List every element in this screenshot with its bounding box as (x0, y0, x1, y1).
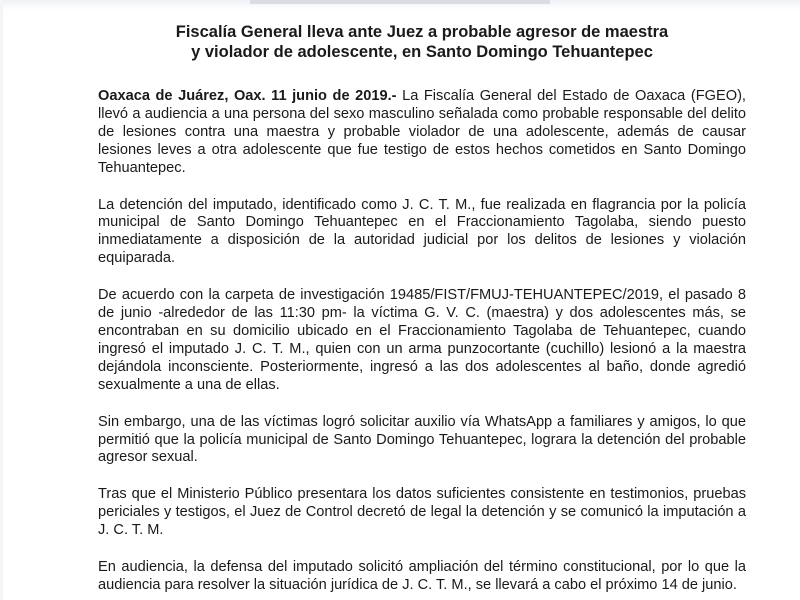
title-line-1: Fiscalía General lleva ante Juez a probable agresor de maestra (175, 23, 669, 41)
page-title (98, 22, 746, 62)
paragraph-1 (98, 88, 746, 178)
paragraph-2-text: La detención del imputado, identificado como J. C. T. M., fue realizada en flagrancia por la policía municipal de Santo Domingo Tehuantepec en el Fraccionamiento Tagolaba, siendo puesto inmediatamente a disposición de la autoridad judicial por los delitos de lesiones y violación equiparada. (98, 196, 746, 267)
paragraph-3-text: De acuerdo con la carpeta de investigación 19485/FIST/FMUJ-TEHUANTEPEC/2019, el pasado 8 de junio -alrededor de las 11:30 pm- la víctima G. V. C. (maestra) y dos adolescentes más, se encontraban en su domicilio ubicado en el Fraccionamiento Tagolaba de Tehuantepec, cuando ingresó el imputado J. C. T. M., quien con un arma punzocortante (cuchillo) lesionó a la maestra dejándola inconsciente. Posteriormente, ingresó a las dos adolescentes al baño, donde agredió sexualmente a una de ellas. (98, 287, 746, 393)
paragraph-1-text: La Fiscalía General del Estado de Oaxaca (FGEO), llevó a audiencia a una persona del sexo masculino señalada como probable responsable del delito de lesiones contra una maestra y probable violador de una adolescente, además de causar lesiones leves a otra adolescente que fue testigo de estos hechos cometidos en Santo Domingo Tehuantepec. (98, 88, 746, 176)
paragraph-6 (98, 559, 746, 595)
press-release (98, 22, 746, 600)
paragraph-5-text: Tras que el Ministerio Público presentara los datos suficientes consistente en testimonios, pruebas periciales y testigos, el Juez de Control decretó de legal la detención y se comunicó la imputación a J. C. T. M. (98, 486, 746, 539)
paragraph-4 (98, 414, 746, 468)
left-page-edge (0, 0, 3, 600)
paragraph-3 (98, 287, 746, 394)
header-line (250, 0, 550, 4)
dateline: Oaxaca de Juárez, Oax. 11 junio de 2019.- (98, 88, 397, 104)
paragraph-6-text: En audiencia, la defensa del imputado solicitó ampliación del término constitucional, por lo que la audiencia para resolver la situación jurídica de J. C. T. M., se llevará a cabo el próximo 14 de junio. (98, 559, 746, 593)
paragraph-2 (98, 197, 746, 269)
paragraph-4-text: Sin embargo, una de las víctimas logró solicitar auxilio vía WhatsApp a familiares y amigos, lo que permitió que la policía municipal de Santo Domingo Tehuantepec, lograra la detención del probable agresor sexual. (98, 413, 746, 466)
title-line-2: y violador de adolescente, en Santo Domingo Tehuantepec (191, 43, 653, 61)
paragraph-5 (98, 486, 746, 540)
